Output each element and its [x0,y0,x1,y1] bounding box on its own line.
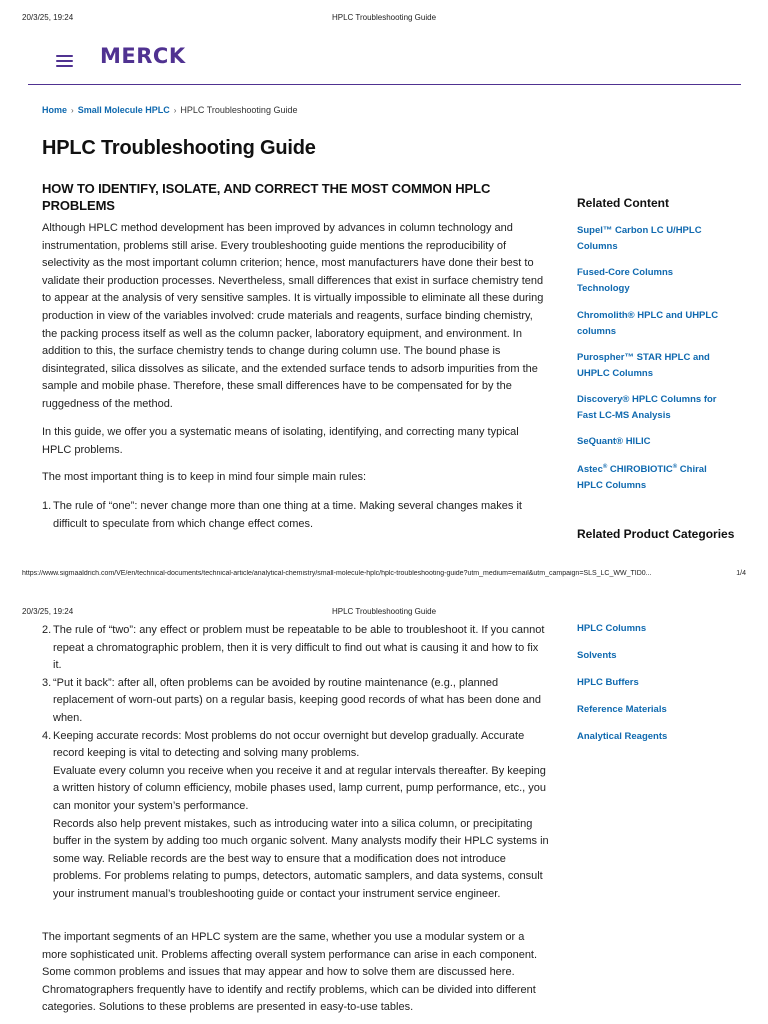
chevron-right-icon: › [173,106,177,115]
related-link-purospher[interactable]: Purospher™ STAR HPLC and UHPLC Columns [577,352,710,379]
guide-paragraph: In this guide, we offer you a systematic means of isolating, identifying, and correcting many typical HPLC problems. [42,426,519,456]
product-link-hplc-buffers[interactable]: HPLC Buffers [577,677,639,688]
breadcrumb-small-molecule-hplc[interactable]: Small Molecule HPLC [77,105,170,115]
rules-list-part2 [42,622,549,904]
rules-list-part1 [42,498,549,533]
intro-paragraph: Although HPLC method development has been improved by advances in column technology and instrumentation, problems still arise. Every troubleshooting guide mentions the reproducibility of selectivity as the most important column criterion; hence, most manufacturers have done their best to validate their production processes. Nevertheless, small differences that exist in surface chemistry tend to appear at the analysis of very sensitive samples. It is virtually impossible to eliminate all these during production in view of the variables involved: crude materials and reagents, surface binding chemistry, the packing process itself as well as the column packer, laboratory equipment, and environment. In addition to this, the surface chemistry tends to change during column use. The bound phase is disintegrated, silica dissolves as silicate, and the extended surface tends to adsorb impurities from the sample and mobile phase. Therefore, these small differences have to be compensated for by the ruggedness of the method. [42,222,544,410]
print-date: 20/3/25, 19:24 [22,607,74,616]
print-header-page2 [22,607,746,619]
related-link-supel-carbon[interactable]: Supel™ Carbon LC U/HPLC Columns [577,225,702,252]
related-link-astec[interactable]: Astec® CHIROBIOTIC® Chiral HPLC Columns [577,464,707,491]
page-title: HPLC Troubleshooting Guide [42,137,316,159]
print-date: 20/3/25, 19:24 [22,13,74,22]
related-products-heading: Related Product Categories [577,527,735,541]
list-item: 4. Keeping accurate records: Most problems do not occur overnight but develop gradually. Accurate record keeping is vital to detecting and solving many problems. Evaluate every column you receive when you receive it and at regular intervals thereafter. By keeping a written history of column efficiency, mobile phases used, lamp current, pump performance, etc., you can monitor your system’s performance. Records also help prevent mistakes, such as introducing water into a silica column, or precipitating buffer in the system by adding too much organic solvent. Many analysts modify their HPLC systems in some way. Reliable records are the best way to ensure that a modification does not introduce problems. For problems relating to pumps, detectors, automatic samplers, and data systems, consult your instrument manual’s troubleshooting guide or contact your instrument service engineer. [42,729,549,900]
print-page-number: 1/4 [736,570,746,577]
hamburger-menu-icon[interactable] [56,54,73,68]
list-item: 2. The rule of “two”: any effect or problem must be repeatable to be able to troubleshoot it. If you cannot repeat a chromatographic problem, then it is very difficult to find out what is causing it and how to fix it. [42,624,545,672]
print-title: HPLC Troubleshooting Guide [331,607,437,616]
related-link-discovery[interactable]: Discovery® HPLC Columns for Fast LC-MS Analysis [577,394,717,421]
article-subtitle: HOW TO IDENTIFY, ISOLATE, AND CORRECT THE MOST COMMON HPLC PROBLEMS [42,181,491,213]
breadcrumb-home[interactable]: Home [42,105,68,115]
list-item: 1. The rule of “one”: never change more than one thing at a time. Making several changes makes it difficult to speculate from which change effect comes. [42,500,522,530]
product-link-solvents[interactable]: Solvents [577,650,617,661]
related-link-sequant[interactable]: SeQuant® HILIC [577,436,651,447]
related-content-heading: Related Content [577,196,670,210]
rules-intro-paragraph: The most important thing is to keep in mind four simple main rules: [42,471,367,483]
breadcrumb-current: HPLC Troubleshooting Guide [180,105,298,115]
product-link-reference-materials[interactable]: Reference Materials [577,704,667,715]
related-link-fused-core[interactable]: Fused-Core Columns Technology [577,267,674,294]
chevron-right-icon: › [71,106,74,115]
print-header [22,13,746,25]
site-header [28,40,741,85]
product-link-analytical-reagents[interactable]: Analytical Reagents [577,731,668,742]
breadcrumb [42,105,297,115]
print-url: https://www.sigmaaldrich.com/VE/en/technical-documents/technical-article/analytical-chemistry/small-molecule-hplc/hplc-troubleshooting-guide?utm_medium=email&utm_campaign=SLS_LC_WW_TID0... [22,570,652,577]
print-title: HPLC Troubleshooting Guide [331,13,437,22]
closing-paragraph: The important segments of an HPLC system are the same, whether you use a modular system or a more sophisticated unit. Problems affecting overall system performance can arise in each component. Some common problems and issues that may appear and how to solve them are discussed here. Chromatographers frequently have to identify and rectify problems, which can be divided into different categories. Solutions to these problems are presented in easy-to-use tables. [42,931,538,1014]
list-item: 3. “Put it back”: after all, often problems can be avoided by routine maintenance (e.g., planned replacement of worn-out parts) on a regular basis, keeping good records of what has been done and when. [42,676,541,724]
merck-logo[interactable]: MERCK [100,44,186,68]
related-link-chromolith[interactable]: Chromolith® HPLC and UHPLC columns [577,310,719,337]
print-footer [22,570,746,580]
product-link-hplc-columns[interactable]: HPLC Columns [577,623,647,634]
